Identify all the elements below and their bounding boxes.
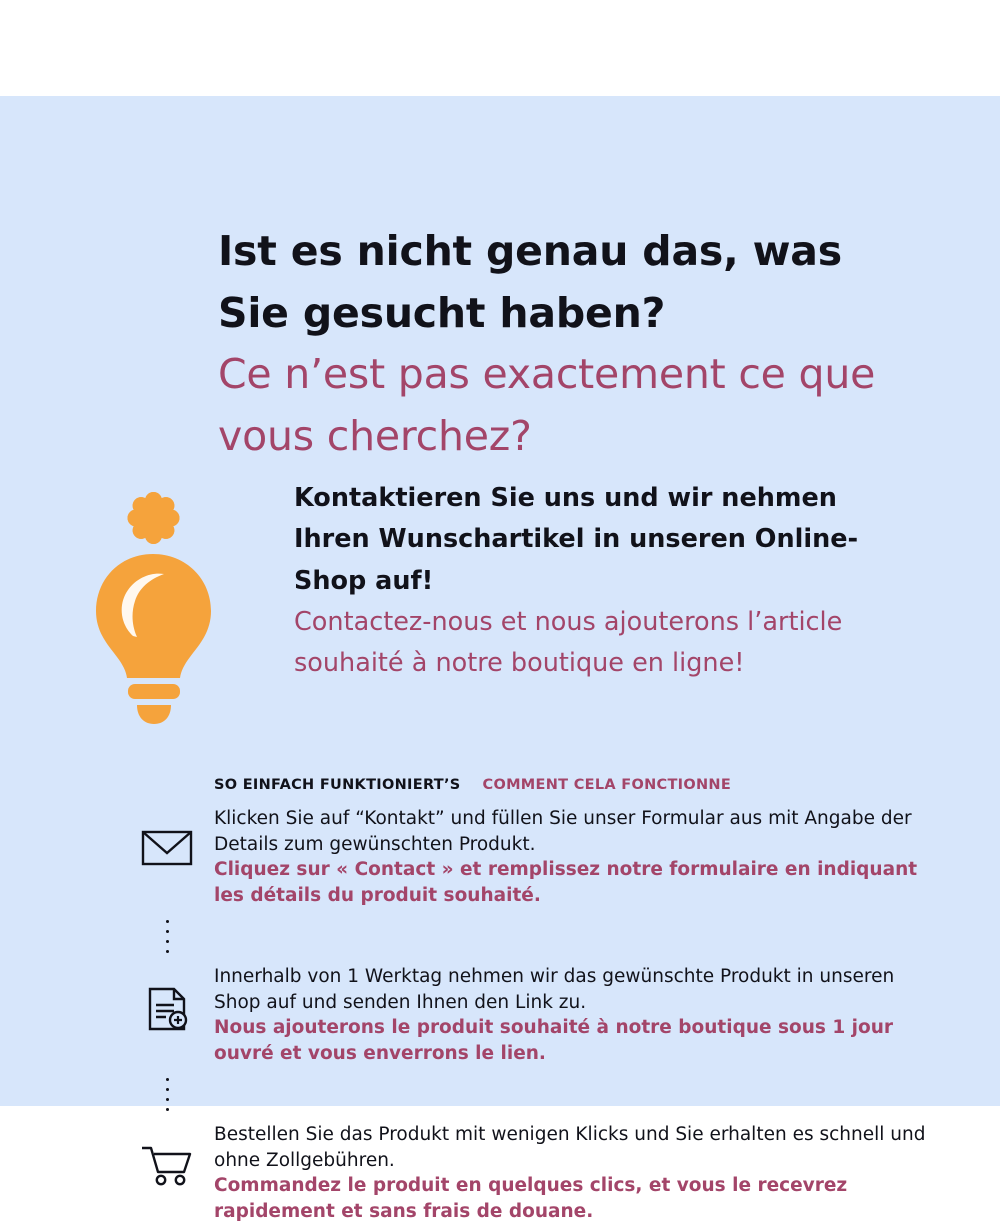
list-item: [120, 964, 940, 1066]
list-item-text: [214, 964, 940, 1066]
step-french: Nous ajouterons le produit souhaité à notre boutique sous 1 jour ouvré et vous enverrons le lien.: [214, 1017, 893, 1064]
shopping-cart-icon: [120, 1122, 214, 1186]
document-add-icon: [120, 964, 214, 1032]
howto-heading-french: COMMENT CELA FONCTIONNE: [482, 777, 732, 793]
step-separator: [120, 908, 940, 964]
list-item-text: [214, 806, 940, 908]
step-french: Commandez le produit en quelques clics, et vous le recevrez rapidement et sans frais de douane.: [214, 1175, 848, 1222]
headline-french: Ce n’est pas exactement ce que vous cherchez?: [218, 350, 876, 460]
list-item-text: [214, 1122, 940, 1224]
step-german: Innerhalb von 1 Werktag nehmen wir das gewünschte Produkt in unseren Shop auf und senden Ihnen den Link zu.: [214, 966, 895, 1013]
envelope-icon: [120, 806, 214, 868]
intro-text: [294, 478, 894, 684]
lightbulb-icon: [34, 478, 279, 728]
intro-french: Contactez-nous et nous ajouterons l’article souhaité à notre boutique en ligne!: [294, 606, 843, 679]
step-german: Klicken Sie auf “Kontakt” und füllen Sie unser Formular aus mit Angabe der Details zum gewünschten Produkt.: [214, 808, 912, 855]
list-item: [120, 806, 940, 908]
page-title: [218, 221, 918, 467]
dotted-connector: [120, 908, 214, 964]
promo-banner: [0, 96, 1000, 1222]
step-separator: [120, 1066, 940, 1122]
dotted-connector: [120, 1066, 214, 1122]
howto-heading-german: SO EINFACH FUNKTIONIERT’S: [214, 777, 461, 793]
step-german: Bestellen Sie das Produkt mit wenigen Klicks und Sie erhalten es schnell und ohne Zollgebühren.: [214, 1124, 926, 1171]
steps-list: [120, 806, 940, 1224]
headline-german: Ist es nicht genau das, was Sie gesucht haben?: [218, 227, 842, 337]
intro-german: Kontaktieren Sie uns und wir nehmen Ihren Wunschartikel in unseren Online-Shop auf!: [294, 483, 859, 596]
list-item: [120, 1122, 940, 1224]
step-french: Cliquez sur « Contact » et remplissez notre formulaire en indiquant les détails du produit souhaité.: [214, 859, 918, 906]
howto-heading: [214, 777, 731, 793]
